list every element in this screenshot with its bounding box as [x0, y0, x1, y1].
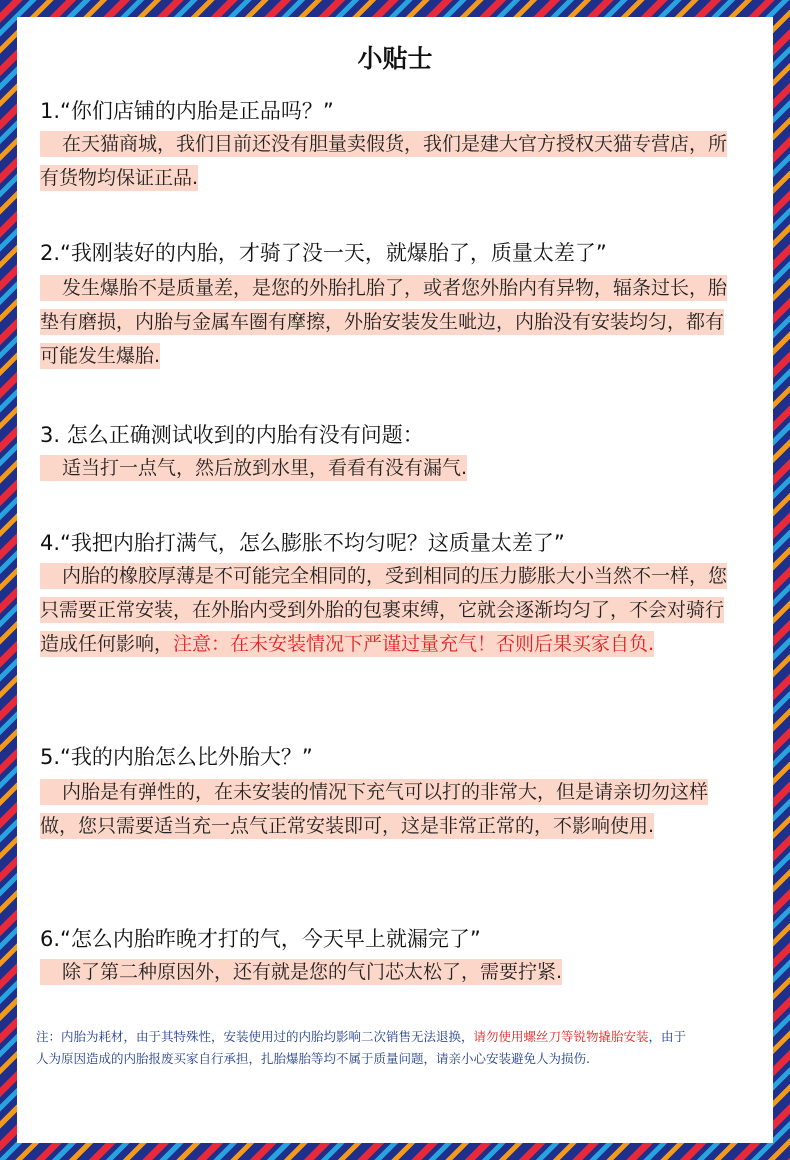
footer-note — [36, 1026, 696, 1070]
note-part-3: ，由于人为原因造成的内胎报废买家自行承担，扎胎爆胎等均不属于质量问题，请亲小心安装避免人为损伤. — [36, 1029, 687, 1066]
question-5: 5.“我的内胎怎么比外胎大？” — [40, 745, 313, 769]
answer-6 — [40, 955, 740, 989]
question-4: 4.“我把内胎打满气，怎么膨胀不均匀呢？这质量太差了” — [40, 531, 565, 555]
answer-3 — [40, 451, 740, 485]
answer-4 — [40, 559, 740, 661]
question-3: 3. 怎么正确测试收到的内胎有没有问题： — [40, 423, 424, 447]
answer-1 — [40, 127, 740, 195]
page-title: 小贴士 — [357, 44, 433, 73]
answer-5 — [40, 775, 740, 843]
answer-3-text: 适当打一点气，然后放到水里，看看有没有漏气. — [62, 457, 468, 479]
question-2: 2.“我刚装好的内胎，才骑了没一天，就爆胎了，质量太差了” — [40, 241, 607, 265]
answer-2-text: 发生爆胎不是质量差，是您的外胎扎胎了，或者您外胎内有异物，辐条过长，胎垫有磨损，内胎与金属车圈有摩擦，外胎安装发生呲边，内胎没有安装均匀，都有可能发生爆胎. — [40, 277, 728, 367]
question-1: 1.“你们店铺的内胎是正品吗？” — [40, 99, 334, 123]
answer-6-text: 除了第二种原因外，还有就是您的气门芯太松了，需要拧紧. — [62, 961, 563, 983]
answer-5-text: 内胎是有弹性的，在未安装的情况下充气可以打的非常大，但是请亲切勿这样做，您只需要适当充一点气正常安装即可，这是非常正常的，不影响使用. — [40, 781, 709, 837]
note-warning: 请勿使用螺丝刀等锐物撬胎安装 — [473, 1029, 649, 1044]
answer-1-text: 在天猫商城，我们目前还没有胆量卖假货，我们是建大官方授权天猫专营店，所有货物均保证正品. — [40, 133, 728, 189]
answer-4-text: 内胎的橡胶厚薄是不可能完全相同的，受到相同的压力膨胀大小当然不一样，您只需要正常安装，在外胎内受到外胎的包裹束缚，它就会逐渐均匀了，不会对骑行造成任何影响， — [40, 565, 728, 655]
answer-4-warning: 注意：在未安装情况下严谨过量充气！否则后果买家自负. — [173, 633, 655, 655]
tips-card — [17, 17, 773, 1143]
answer-2 — [40, 271, 740, 373]
note-part-1: 注：内胎为耗材，由于其特殊性，安装使用过的内胎均影响二次销售无法退换， — [36, 1029, 474, 1044]
question-6: 6.“怎么内胎昨晚才打的气，今天早上就漏完了” — [40, 927, 481, 951]
